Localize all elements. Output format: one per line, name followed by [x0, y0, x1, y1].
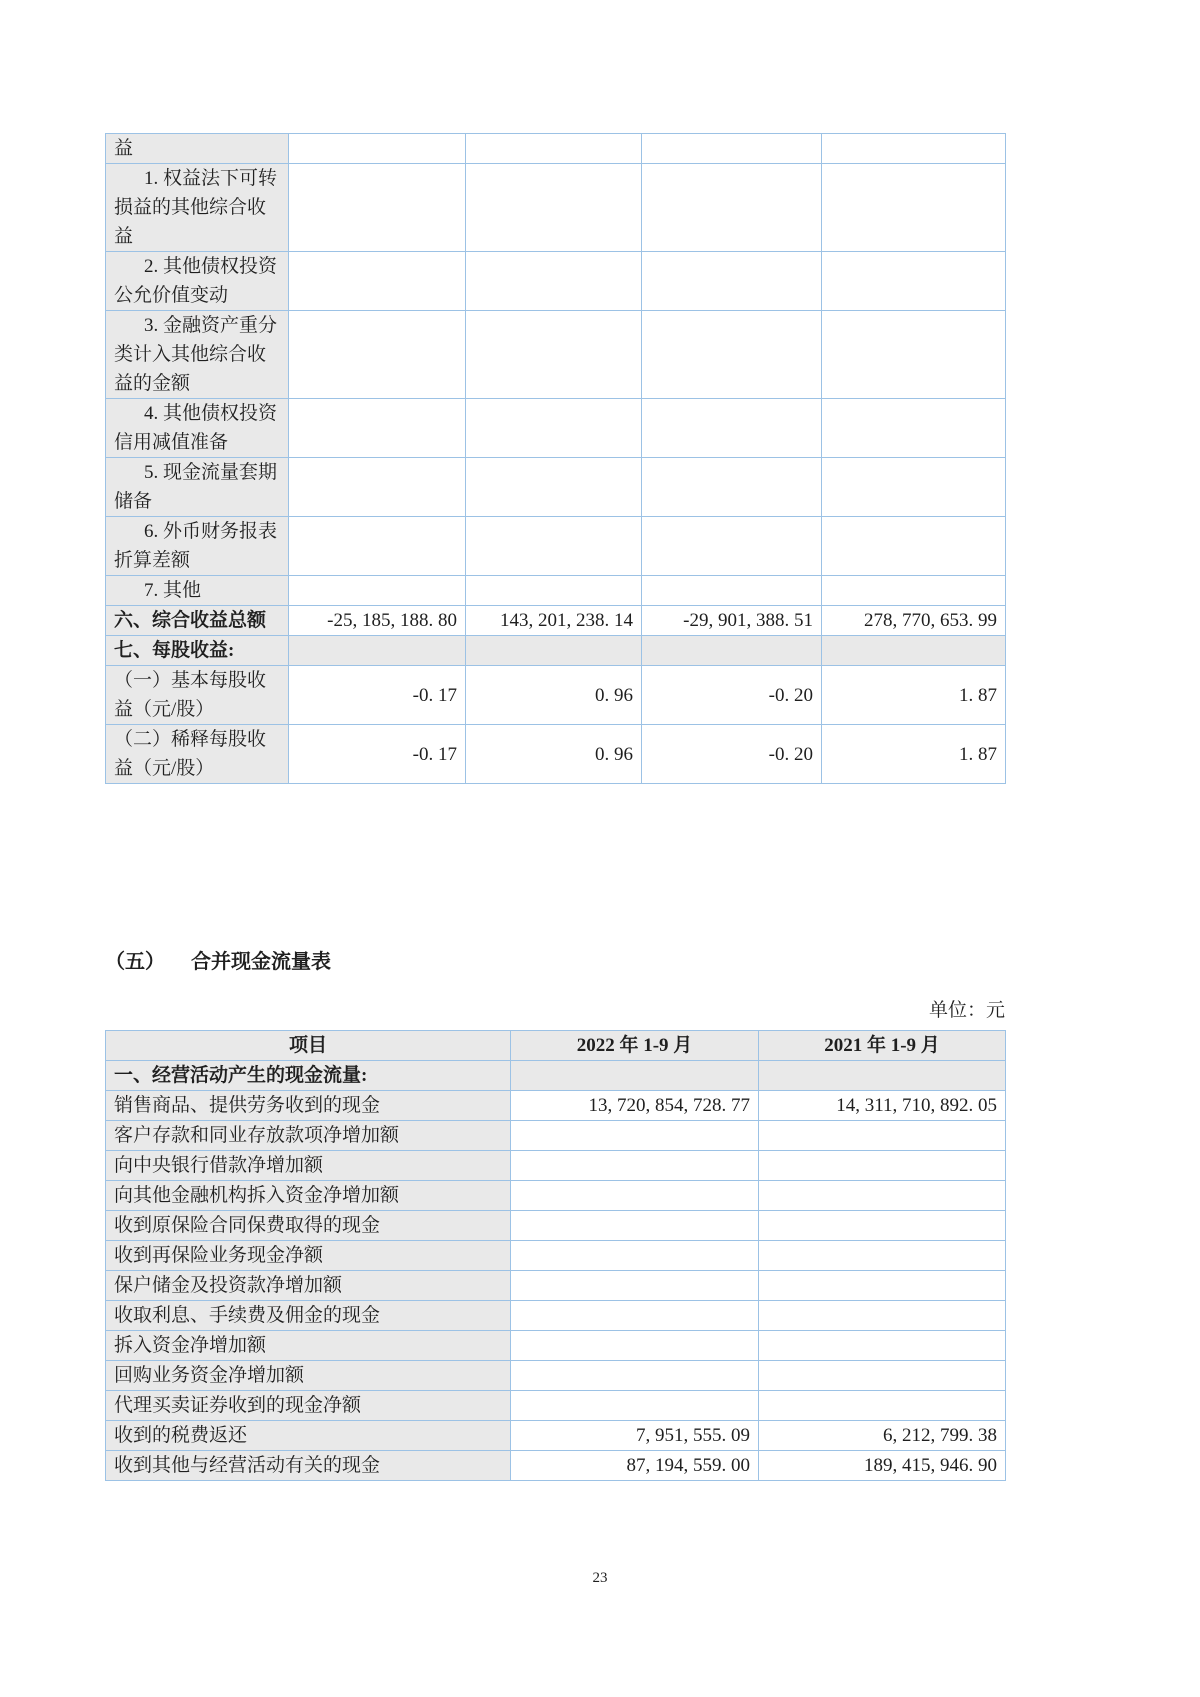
value-cell: 0. 96 — [466, 666, 642, 725]
value-cell: 143, 201, 238. 14 — [466, 606, 642, 636]
row-label: 收到的税费返还 — [106, 1421, 511, 1451]
table-row — [106, 252, 1006, 311]
table-row — [106, 1211, 1006, 1241]
row-label: 收到再保险业务现金净额 — [106, 1241, 511, 1271]
value-cell — [759, 1361, 1006, 1391]
value-cell — [466, 399, 642, 458]
value-cell — [511, 1391, 759, 1421]
value-cell — [642, 636, 822, 666]
value-cell — [511, 1241, 759, 1271]
row-label: 1. 权益法下可转损益的其他综合收益 — [106, 164, 289, 252]
value-cell — [511, 1271, 759, 1301]
table-row — [106, 134, 1006, 164]
table-row — [106, 1181, 1006, 1211]
value-cell — [822, 517, 1006, 576]
value-cell — [642, 399, 822, 458]
value-cell — [289, 576, 466, 606]
value-cell — [511, 1211, 759, 1241]
value-cell — [289, 164, 466, 252]
value-cell — [822, 458, 1006, 517]
column-header-2022: 2022 年 1-9 月 — [511, 1031, 759, 1061]
value-cell — [642, 252, 822, 311]
value-cell — [642, 311, 822, 399]
table-row — [106, 517, 1006, 576]
row-label: 保户储金及投资款净增加额 — [106, 1271, 511, 1301]
value-cell — [759, 1211, 1006, 1241]
value-cell — [511, 1121, 759, 1151]
row-label: 六、综合收益总额 — [106, 606, 289, 636]
value-cell — [759, 1061, 1006, 1091]
value-cell — [822, 399, 1006, 458]
row-label: 拆入资金净增加额 — [106, 1331, 511, 1361]
value-cell — [822, 164, 1006, 252]
table-row — [106, 1451, 1006, 1481]
value-cell — [759, 1241, 1006, 1271]
value-cell — [511, 1061, 759, 1091]
row-label: 收取利息、手续费及佣金的现金 — [106, 1301, 511, 1331]
row-label: 销售商品、提供劳务收到的现金 — [106, 1091, 511, 1121]
value-cell — [289, 458, 466, 517]
value-cell — [466, 164, 642, 252]
value-cell: 6, 212, 799. 38 — [759, 1421, 1006, 1451]
table-row — [106, 164, 1006, 252]
comprehensive-income-table — [105, 133, 1006, 784]
value-cell — [466, 636, 642, 666]
value-cell: 0. 96 — [466, 725, 642, 784]
row-label: 一、经营活动产生的现金流量: — [106, 1061, 511, 1091]
value-cell: 14, 311, 710, 892. 05 — [759, 1091, 1006, 1121]
value-cell: 87, 194, 559. 00 — [511, 1451, 759, 1481]
table-row — [106, 458, 1006, 517]
page-number: 23 — [592, 1570, 608, 1586]
row-label: 2. 其他债权投资公允价值变动 — [106, 252, 289, 311]
value-cell — [642, 576, 822, 606]
value-cell — [822, 252, 1006, 311]
value-cell: -0. 17 — [289, 666, 466, 725]
value-cell — [466, 576, 642, 606]
table-row — [106, 1361, 1006, 1391]
value-cell: 1. 87 — [822, 666, 1006, 725]
value-cell: 189, 415, 946. 90 — [759, 1451, 1006, 1481]
value-cell — [759, 1391, 1006, 1421]
value-cell — [642, 164, 822, 252]
value-cell — [759, 1121, 1006, 1151]
value-cell — [822, 134, 1006, 164]
table-row-section — [106, 636, 1006, 666]
table-row — [106, 1391, 1006, 1421]
value-cell — [642, 134, 822, 164]
row-label: 七、每股收益: — [106, 636, 289, 666]
value-cell — [642, 458, 822, 517]
table-row — [106, 1241, 1006, 1271]
table-row — [106, 1121, 1006, 1151]
value-cell — [289, 399, 466, 458]
section-heading — [105, 945, 331, 974]
row-label: 3. 金融资产重分类计入其他综合收益的金额 — [106, 311, 289, 399]
value-cell: 1. 87 — [822, 725, 1006, 784]
value-cell — [289, 517, 466, 576]
table-row — [106, 666, 1006, 725]
row-label: 5. 现金流量套期储备 — [106, 458, 289, 517]
row-label: 4. 其他债权投资信用减值准备 — [106, 399, 289, 458]
section-number: （五） — [105, 951, 165, 973]
row-label: 6. 外币财务报表折算差额 — [106, 517, 289, 576]
row-label: 客户存款和同业存放款项净增加额 — [106, 1121, 511, 1151]
unit-label: 单位：元 — [928, 1000, 1005, 1021]
table-row — [106, 1271, 1006, 1301]
table-row — [106, 1421, 1006, 1451]
value-cell: -0. 17 — [289, 725, 466, 784]
value-cell: 278, 770, 653. 99 — [822, 606, 1006, 636]
row-label: （一）基本每股收益（元/股） — [106, 666, 289, 725]
row-label: 7. 其他 — [106, 576, 289, 606]
table-row — [106, 576, 1006, 606]
value-cell — [822, 636, 1006, 666]
value-cell: 13, 720, 854, 728. 77 — [511, 1091, 759, 1121]
value-cell — [289, 252, 466, 311]
table-row — [106, 1331, 1006, 1361]
value-cell — [822, 311, 1006, 399]
table-row — [106, 311, 1006, 399]
value-cell — [289, 636, 466, 666]
value-cell: -29, 901, 388. 51 — [642, 606, 822, 636]
column-header-2021: 2021 年 1-9 月 — [759, 1031, 1006, 1061]
value-cell — [759, 1151, 1006, 1181]
table-row — [106, 1091, 1006, 1121]
table-row — [106, 399, 1006, 458]
value-cell — [759, 1301, 1006, 1331]
value-cell — [289, 134, 466, 164]
value-cell: 7, 951, 555. 09 — [511, 1421, 759, 1451]
value-cell — [511, 1331, 759, 1361]
row-label: 向中央银行借款净增加额 — [106, 1151, 511, 1181]
value-cell — [759, 1331, 1006, 1361]
value-cell — [759, 1181, 1006, 1211]
row-label: 回购业务资金净增加额 — [106, 1361, 511, 1391]
table-row — [106, 1151, 1006, 1181]
value-cell — [511, 1151, 759, 1181]
section-title: 合并现金流量表 — [191, 951, 331, 973]
table-row-total — [106, 606, 1006, 636]
value-cell — [289, 311, 466, 399]
value-cell — [466, 252, 642, 311]
table-row-section — [106, 1061, 1006, 1091]
value-cell — [511, 1181, 759, 1211]
value-cell — [759, 1271, 1006, 1301]
value-cell — [466, 311, 642, 399]
value-cell: -0. 20 — [642, 666, 822, 725]
cash-flow-table — [105, 1030, 1006, 1481]
table-row — [106, 725, 1006, 784]
value-cell — [511, 1361, 759, 1391]
value-cell — [511, 1301, 759, 1331]
row-label: 益 — [106, 134, 289, 164]
row-label: 收到原保险合同保费取得的现金 — [106, 1211, 511, 1241]
value-cell — [466, 134, 642, 164]
value-cell: -25, 185, 188. 80 — [289, 606, 466, 636]
value-cell — [466, 517, 642, 576]
value-cell: -0. 20 — [642, 725, 822, 784]
table-header-row — [106, 1031, 1006, 1061]
row-label: 向其他金融机构拆入资金净增加额 — [106, 1181, 511, 1211]
row-label: 收到其他与经营活动有关的现金 — [106, 1451, 511, 1481]
column-header-item: 项目 — [106, 1031, 511, 1061]
value-cell — [822, 576, 1006, 606]
value-cell — [466, 458, 642, 517]
table-row — [106, 1301, 1006, 1331]
value-cell — [642, 517, 822, 576]
row-label: 代理买卖证券收到的现金净额 — [106, 1391, 511, 1421]
row-label: （二）稀释每股收益（元/股） — [106, 725, 289, 784]
